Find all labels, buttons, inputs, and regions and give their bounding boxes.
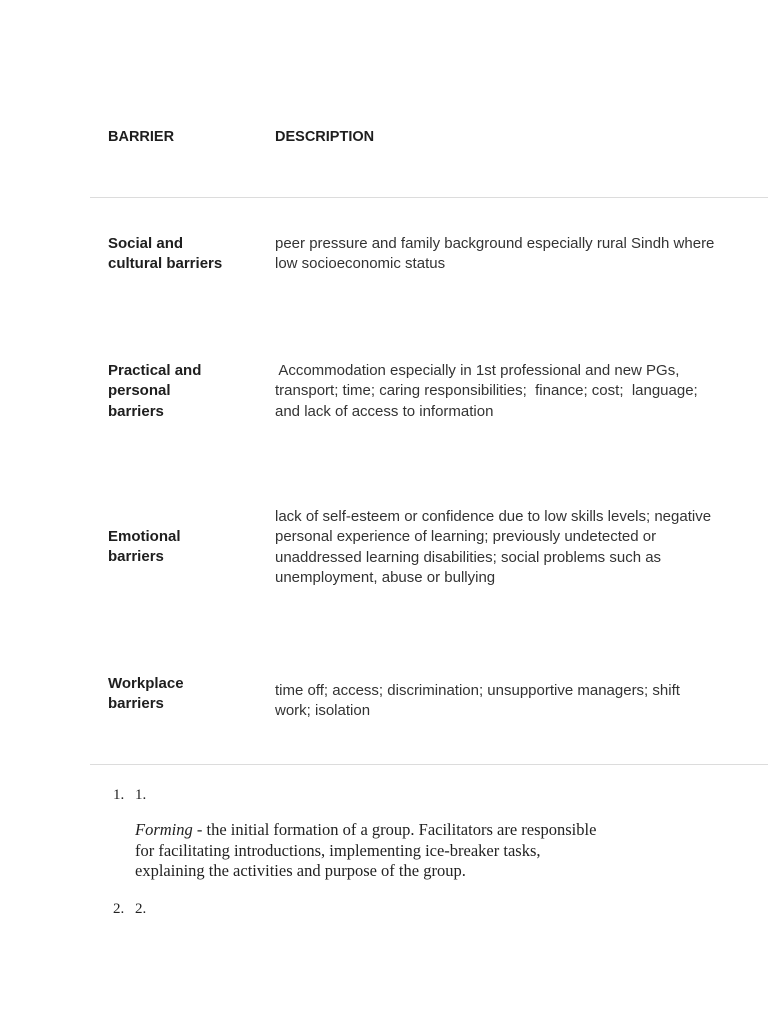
column-header-description: DESCRIPTION	[275, 129, 375, 145]
column-header-barrier: BARRIER	[108, 129, 175, 145]
barrier-cell-social: Social and cultural barriers	[108, 235, 223, 273]
list-item-1-paragraph	[135, 820, 675, 882]
description-cell-practical: Accommodation especially in 1st professional and new PGs, transport; time; caring responsibilities; finance; cost; language; and lack of access to information	[275, 362, 698, 420]
barrier-cell-practical: Practical and personal barriers	[108, 362, 202, 420]
table-bottom-divider	[90, 764, 768, 765]
description-cell-emotional: lack of self-esteem or confidence due to low skills levels; negative personal experience of learning; previously undetected or unaddressed learning disabilities; social problems such as unemployment, abuse or bullying	[275, 508, 712, 586]
barrier-cell-workplace: Workplace barriers	[108, 675, 184, 713]
list-item-2-number: 2.	[113, 901, 125, 917]
list-item-2-inner-number: 2.	[135, 901, 147, 917]
list-item-1-inner-number: 1.	[135, 787, 147, 803]
barrier-cell-emotional: Emotional barriers	[108, 528, 181, 566]
list-item-1-number: 1.	[113, 787, 125, 803]
term-forming: Forming	[135, 820, 193, 839]
description-cell-workplace: time off; access; discrimination; unsupportive managers; shift work; isolation	[275, 682, 680, 720]
header-divider	[90, 197, 768, 198]
forming-definition: - the initial formation of a group. Facilitators are responsible for facilitating introductions, implementing ice-breaker tasks, explaining the activities and purpose of the group.	[135, 820, 597, 880]
description-cell-social: peer pressure and family background especially rural Sindh where low socioeconomic status	[275, 235, 715, 273]
